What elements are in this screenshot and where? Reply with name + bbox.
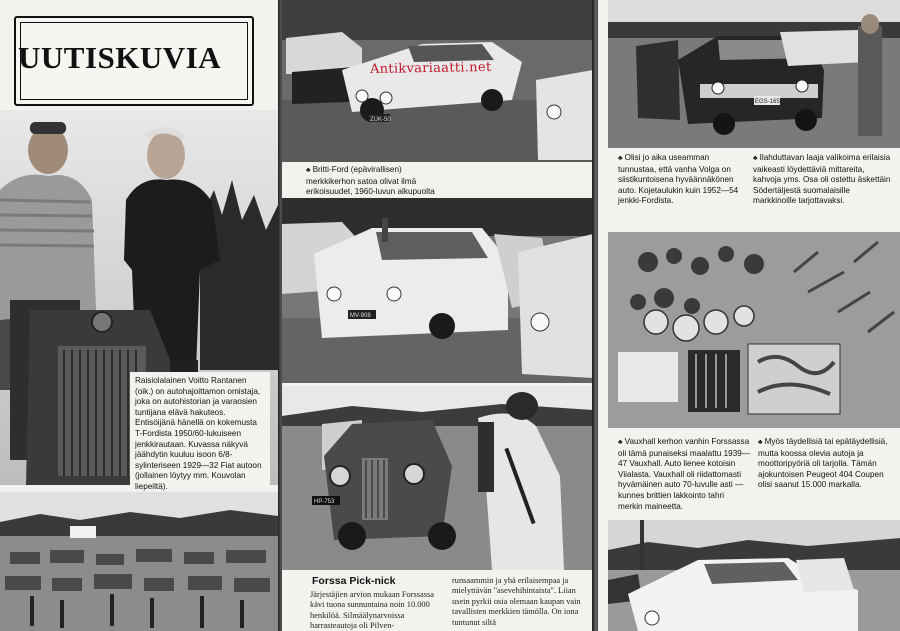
- volga-photo: [608, 0, 900, 148]
- club-bullet-icon: ♣: [618, 155, 623, 162]
- parts-caption-para: [753, 153, 893, 207]
- vauxhall-photo: [282, 386, 593, 570]
- watermark-text: Antikvariaatti.net: [369, 59, 492, 78]
- volga-plate: EGS-165: [755, 99, 780, 105]
- right-page: [598, 0, 900, 631]
- article-heading: Forssa Pick-nick: [312, 575, 396, 587]
- capri-photo-image: [282, 0, 593, 162]
- volga-caption: Olisi jo aika useamman tunnustaa, että vanha Volga on siistikuntoisena hyväännäkönen auto. Kojetaulukin kuin 1952—54 jenkki-Fordista.: [618, 153, 739, 206]
- peugeot-photo: [608, 520, 900, 631]
- cortina-photo-image: [282, 198, 593, 383]
- capri-plate: ZUK-50: [370, 117, 391, 123]
- parts-photo-image: [608, 232, 900, 428]
- vauxhall-caption: Vauxhall kerhon vanhin Forssassa oli tämä punaiseksi maalattu 1939—47 Vauxhall. Auto lienee kotoisin Viialasta. Vauxhall oli riidattomasti hyvämäinen auto 70-luvulle asti — kunnes brittien lakkointo tahri merkin maineetta.: [618, 437, 750, 511]
- club-bullet-icon: ♣: [758, 439, 763, 446]
- portrait-caption-box: [130, 372, 270, 491]
- volga-photo-image: [608, 0, 900, 148]
- left-page: [0, 0, 278, 631]
- club-bullet-icon: ♣: [306, 167, 311, 174]
- cortina-photo: [282, 198, 593, 383]
- volga-caption-para: [618, 153, 745, 207]
- parts-photo: [608, 232, 900, 428]
- club-bullet-icon: ♣: [618, 439, 623, 446]
- portrait-caption: Raisiolalainen Voitto Rantanen (oik.) on autohajoittamon omistaja, joka on autohistorian ja varaosien tuntijana elävä hakuteos. Entisöijänä hänellä on kokemusta T-Fordista 1950/60-lukuiseen jenkkirautaan. Kuvassa näkyvä jäähdytin kuuluu isoon 6/8-sylinteriseen 1929—32 Fiat autoon (jollainen löytyy mm. Kouvolan liepeiltä).: [135, 376, 262, 491]
- vauxhall-caption-para: [618, 437, 750, 512]
- british-ford-caption: Britti-Ford (epävirallisen) merkkikerhon satoa olivat ilmä erikoisuudet, 1960-luvun alkupuolta: [306, 165, 435, 197]
- crowd-photo: [0, 492, 278, 631]
- article-col1: Järjestäjien arvion mukaan Forssassa kävi tuona sunnuntaina noin 10.000 henkilöä. Silmäälynarvoissa harrasteautoja oli Pilven-: [310, 590, 434, 631]
- vauxhall-plate: HP-753: [314, 499, 335, 505]
- club-bullet-icon: ♣: [753, 155, 758, 162]
- crowd-photo-image: [0, 492, 278, 631]
- peugeot-photo-image: [608, 520, 900, 631]
- capri-photo: [282, 0, 593, 162]
- cortina-plate: MV-908: [350, 313, 371, 319]
- vauxhall-photo-image: [282, 386, 593, 570]
- middle-page: [282, 0, 593, 631]
- article-col2: runsaammin ja yhä erilaisempaa ja mielyttävän "asevehihintaista". Liian usein pyrkii osia olemaan kaupan vain tavallisten merkkien tämölla. On iona tuntunut siltä: [452, 576, 581, 627]
- peugeot-caption-para: [758, 437, 894, 491]
- page-title: UUTISKUVIA: [18, 40, 222, 75]
- parts-caption: Ilahduttavan laaja valikoima erilaisia vaikeasti löydettäviä mittareita, kahvoja yms. Osa oli ostettu äskettäin Södertäljestä suomalaisille markkinoille tarjottavaksi.: [753, 153, 891, 206]
- peugeot-caption: Myös täydellisiä tai epätäydellisiä, mutta koossa olevia autoja ja moottoripyöriä oli tarjolla. Tämän ajokuntoisen Peugeot 404 Coupen olisi saanut 15.000 markalla.: [758, 437, 888, 490]
